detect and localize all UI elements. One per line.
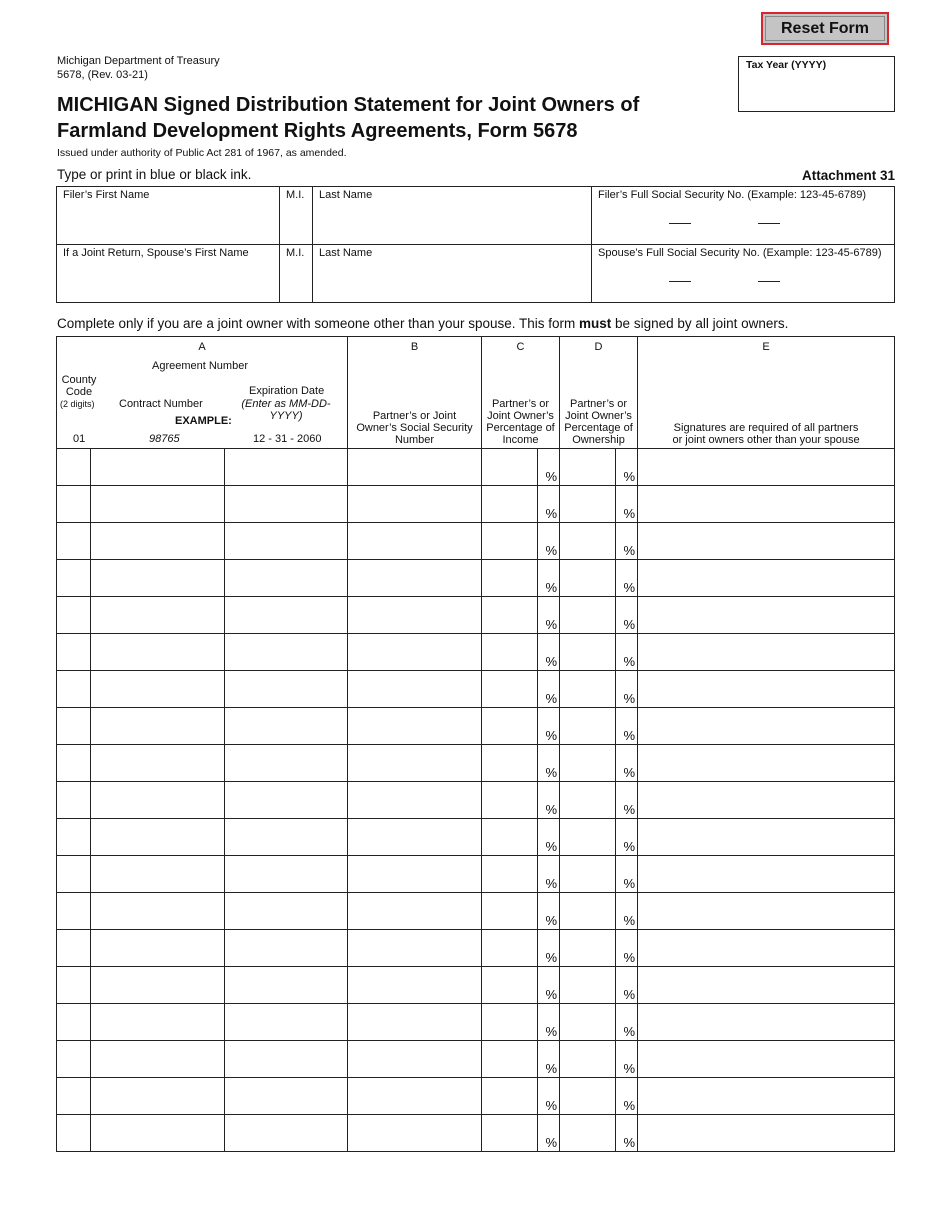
- county-code-input[interactable]: [57, 523, 91, 560]
- contract-number-input[interactable]: [91, 1004, 225, 1041]
- percent-sign-cell: [616, 449, 638, 486]
- percent-sign-cell: [538, 745, 560, 782]
- column-b-letter: B: [410, 341, 419, 353]
- percent-sign-cell: [538, 930, 560, 967]
- ownership-percent-input[interactable]: [560, 856, 616, 893]
- county-code-input[interactable]: [57, 708, 91, 745]
- filer-last-name-label: Last Name: [319, 189, 373, 201]
- percent-sign-cell: [538, 856, 560, 893]
- expiration-date-input[interactable]: [225, 967, 348, 1004]
- percent-sign: %: [545, 765, 558, 780]
- percent-sign: %: [623, 1098, 636, 1113]
- partner-ssn-input[interactable]: [348, 671, 482, 708]
- percent-sign: %: [623, 839, 636, 854]
- ssn-column-label: Partner’s or Joint Owner’s Social Security Number: [356, 410, 473, 446]
- county-code-input[interactable]: [57, 671, 91, 708]
- spouse-last-name-field[interactable]: [313, 245, 592, 303]
- county-code-input[interactable]: [57, 819, 91, 856]
- table-row: [57, 449, 895, 486]
- table-row: [57, 486, 895, 523]
- percent-sign-cell: [616, 597, 638, 634]
- percent-sign-cell: [616, 1004, 638, 1041]
- table-row: [57, 1115, 895, 1152]
- income-percentage-label: Partner’s or Joint Owner’s Percentage of Income: [486, 398, 555, 446]
- contract-number-label: Contract Number: [119, 398, 203, 410]
- percent-sign-cell: [616, 634, 638, 671]
- tax-year-field[interactable]: [738, 56, 895, 112]
- percent-sign-cell: [616, 1078, 638, 1115]
- signature-field[interactable]: [638, 1078, 895, 1115]
- percent-sign-cell: [616, 745, 638, 782]
- signature-field[interactable]: [638, 449, 895, 486]
- title-line-2: Farmland Development Rights Agreements, Form 5678: [57, 120, 578, 142]
- expiration-date-input[interactable]: [225, 893, 348, 930]
- ink-instructions: Type or print in blue or black ink.: [57, 167, 252, 182]
- contract-number-input[interactable]: [91, 745, 225, 782]
- percent-sign-cell: [538, 671, 560, 708]
- percent-sign: %: [623, 1024, 636, 1039]
- ssn-separator: [669, 223, 691, 224]
- form-revision: 5678, (Rev. 03-21): [57, 69, 148, 81]
- county-code-label: County Code: [61, 374, 97, 398]
- spouse-first-name-field[interactable]: [57, 245, 280, 303]
- signature-field[interactable]: [638, 634, 895, 671]
- county-code-input[interactable]: [57, 1115, 91, 1152]
- contract-number-input[interactable]: [91, 856, 225, 893]
- contract-number-input[interactable]: [91, 893, 225, 930]
- reset-form-button[interactable]: Reset Form: [761, 12, 889, 45]
- filer-first-name-label: Filer’s First Name: [63, 189, 150, 201]
- income-percent-input[interactable]: [482, 1078, 538, 1115]
- percent-sign: %: [545, 580, 558, 595]
- income-percent-input[interactable]: [482, 671, 538, 708]
- table-row: [57, 597, 895, 634]
- percent-sign: %: [545, 1098, 558, 1113]
- joint-owner-instructions: [57, 316, 788, 331]
- percent-sign: %: [545, 543, 558, 558]
- income-percent-input[interactable]: [482, 782, 538, 819]
- percent-sign: %: [545, 1135, 558, 1150]
- percent-sign-cell: [538, 893, 560, 930]
- income-percent-input[interactable]: [482, 560, 538, 597]
- county-code-input[interactable]: [57, 856, 91, 893]
- percent-sign-cell: [538, 1004, 560, 1041]
- column-d-header: [560, 337, 638, 449]
- column-a-header: [57, 337, 348, 449]
- example-contract-number: 98765: [149, 433, 180, 445]
- contract-number-input[interactable]: [91, 1041, 225, 1078]
- ownership-percent-input[interactable]: [560, 930, 616, 967]
- percent-sign-cell: [616, 893, 638, 930]
- contract-number-input[interactable]: [91, 449, 225, 486]
- county-code-input[interactable]: [57, 597, 91, 634]
- partner-ssn-input[interactable]: [348, 967, 482, 1004]
- partner-ssn-input[interactable]: [348, 1078, 482, 1115]
- table-row: [57, 560, 895, 597]
- percent-sign: %: [623, 1061, 636, 1076]
- table-row: [57, 930, 895, 967]
- table-row: [57, 819, 895, 856]
- income-percent-input[interactable]: [482, 1115, 538, 1152]
- partner-ssn-input[interactable]: [348, 708, 482, 745]
- ownership-percent-input[interactable]: [560, 523, 616, 560]
- ownership-percent-input[interactable]: [560, 893, 616, 930]
- tax-year-label: Tax Year (YYYY): [746, 59, 827, 71]
- signature-field[interactable]: [638, 1115, 895, 1152]
- table-row: [57, 708, 895, 745]
- ownership-percent-input[interactable]: [560, 1041, 616, 1078]
- ssn-separator: [758, 281, 780, 282]
- percent-sign: %: [623, 580, 636, 595]
- percent-sign: %: [545, 728, 558, 743]
- table-row: [57, 782, 895, 819]
- table-row: [57, 745, 895, 782]
- income-percent-input[interactable]: [482, 449, 538, 486]
- table-row: [57, 1041, 895, 1078]
- contract-number-input[interactable]: [91, 523, 225, 560]
- ownership-percent-input[interactable]: [560, 967, 616, 1004]
- percent-sign: %: [623, 543, 636, 558]
- percent-sign: %: [545, 1061, 558, 1076]
- ownership-percent-input[interactable]: [560, 745, 616, 782]
- ownership-percentage-label: Partner’s or Joint Owner’s Percentage of Ownership: [564, 398, 633, 446]
- percent-sign-cell: [616, 523, 638, 560]
- signature-field[interactable]: [638, 671, 895, 708]
- percent-sign-cell: [616, 671, 638, 708]
- percent-sign: %: [623, 876, 636, 891]
- expiration-date-input[interactable]: [225, 1078, 348, 1115]
- percent-sign-cell: [538, 449, 560, 486]
- signature-field[interactable]: [638, 523, 895, 560]
- ssn-separator: [758, 223, 780, 224]
- county-code-input[interactable]: [57, 1041, 91, 1078]
- percent-sign-cell: [538, 1078, 560, 1115]
- partner-ssn-input[interactable]: [348, 1115, 482, 1152]
- expiration-date-input[interactable]: [225, 449, 348, 486]
- instructions-emphasis: must: [579, 316, 612, 331]
- expiration-date-label: Expiration Date: [249, 385, 325, 397]
- expiration-date-input[interactable]: [225, 745, 348, 782]
- income-percent-input[interactable]: [482, 1041, 538, 1078]
- percent-sign: %: [623, 1135, 636, 1150]
- column-e-letter: E: [762, 341, 770, 353]
- spouse-mi-label: M.I.: [286, 247, 305, 259]
- column-b-header: [348, 337, 482, 449]
- agency-name: Michigan Department of Treasury: [57, 55, 220, 67]
- percent-sign: %: [623, 950, 636, 965]
- ownership-percent-input[interactable]: [560, 1004, 616, 1041]
- table-row: [57, 856, 895, 893]
- contract-number-input[interactable]: [91, 930, 225, 967]
- ownership-percent-input[interactable]: [560, 560, 616, 597]
- signature-field[interactable]: [638, 1041, 895, 1078]
- partner-ssn-input[interactable]: [348, 782, 482, 819]
- partner-ssn-input[interactable]: [348, 486, 482, 523]
- contract-number-input[interactable]: [91, 597, 225, 634]
- signature-field[interactable]: [638, 1004, 895, 1041]
- income-percent-input[interactable]: [482, 967, 538, 1004]
- county-code-input[interactable]: [57, 486, 91, 523]
- percent-sign-cell: [616, 560, 638, 597]
- spouse-mi-field[interactable]: [280, 245, 313, 303]
- signature-field[interactable]: [638, 708, 895, 745]
- percent-sign-cell: [538, 523, 560, 560]
- partner-ssn-input[interactable]: [348, 523, 482, 560]
- table-header-row: [57, 337, 895, 449]
- percent-sign: %: [545, 617, 558, 632]
- expiration-date-input[interactable]: [225, 1004, 348, 1041]
- partner-ssn-input[interactable]: [348, 597, 482, 634]
- ownership-percent-input[interactable]: [560, 597, 616, 634]
- partner-ssn-input[interactable]: [348, 1041, 482, 1078]
- filer-ssn-label: Filer’s Full Social Security No. (Example: 123-45-6789): [598, 189, 866, 201]
- title-line-1: MICHIGAN Signed Distribution Statement for Joint Owners of: [57, 94, 640, 116]
- expiration-date-input[interactable]: [225, 671, 348, 708]
- contract-number-input[interactable]: [91, 819, 225, 856]
- percent-sign-cell: [538, 1041, 560, 1078]
- agreement-number-label: Agreement Number: [152, 360, 248, 372]
- table-row: [57, 893, 895, 930]
- percent-sign: %: [545, 802, 558, 817]
- percent-sign: %: [545, 876, 558, 891]
- percent-sign-cell: [616, 930, 638, 967]
- percent-sign-cell: [616, 708, 638, 745]
- income-percent-input[interactable]: [482, 486, 538, 523]
- income-percent-input[interactable]: [482, 708, 538, 745]
- income-percent-input[interactable]: [482, 1004, 538, 1041]
- county-code-input[interactable]: [57, 1078, 91, 1115]
- table-row: [57, 523, 895, 560]
- spouse-ssn-field[interactable]: [592, 245, 895, 303]
- county-digits-label: (2 digits): [60, 399, 95, 409]
- expiration-date-input[interactable]: [225, 930, 348, 967]
- partner-ssn-input[interactable]: [348, 745, 482, 782]
- percent-sign-cell: [616, 967, 638, 1004]
- ownership-percent-input[interactable]: [560, 671, 616, 708]
- percent-sign: %: [623, 913, 636, 928]
- spouse-first-name-label: If a Joint Return, Spouse’s First Name: [63, 247, 249, 259]
- contract-number-input[interactable]: [91, 1115, 225, 1152]
- example-label: EXAMPLE:: [175, 415, 232, 427]
- partner-ssn-input[interactable]: [348, 560, 482, 597]
- signature-field[interactable]: [638, 597, 895, 634]
- expiration-date-input[interactable]: [225, 1041, 348, 1078]
- expiration-date-input[interactable]: [225, 597, 348, 634]
- example-county-code: 01: [73, 433, 86, 445]
- contract-number-input[interactable]: [91, 486, 225, 523]
- table-row: [57, 1004, 895, 1041]
- signature-field[interactable]: [638, 782, 895, 819]
- income-percent-input[interactable]: [482, 523, 538, 560]
- percent-sign-cell: [538, 967, 560, 1004]
- percent-sign: %: [545, 691, 558, 706]
- ownership-percent-input[interactable]: [560, 782, 616, 819]
- contract-number-input[interactable]: [91, 967, 225, 1004]
- column-c-letter: C: [516, 341, 525, 353]
- page-title: [57, 92, 737, 144]
- percent-sign-cell: [616, 856, 638, 893]
- ownership-percent-input[interactable]: [560, 634, 616, 671]
- instructions-text: Complete only if you are a joint owner with someone other than your spouse. This form: [57, 316, 580, 331]
- expiration-date-input[interactable]: [225, 486, 348, 523]
- county-code-input[interactable]: [57, 930, 91, 967]
- percent-sign-cell: [538, 1115, 560, 1152]
- county-code-input[interactable]: [57, 560, 91, 597]
- percent-sign: %: [623, 765, 636, 780]
- contract-number-input[interactable]: [91, 634, 225, 671]
- filer-last-name-field[interactable]: [313, 187, 592, 245]
- column-e-header: [638, 337, 895, 449]
- signature-field[interactable]: [638, 819, 895, 856]
- percent-sign: %: [623, 728, 636, 743]
- signature-column-label: Signatures are required of all partners or joint owners other than your spouse: [672, 422, 860, 446]
- signature-field[interactable]: [638, 893, 895, 930]
- signature-field[interactable]: [638, 930, 895, 967]
- signature-field[interactable]: [638, 745, 895, 782]
- percent-sign: %: [545, 654, 558, 669]
- county-code-input[interactable]: [57, 449, 91, 486]
- table-row: [57, 671, 895, 708]
- percent-sign-cell: [538, 486, 560, 523]
- percent-sign: %: [545, 913, 558, 928]
- signature-field[interactable]: [638, 560, 895, 597]
- contract-number-input[interactable]: [91, 560, 225, 597]
- percent-sign-cell: [538, 560, 560, 597]
- partner-ssn-input[interactable]: [348, 819, 482, 856]
- partner-ssn-input[interactable]: [348, 1004, 482, 1041]
- spouse-ssn-label: Spouse’s Full Social Security No. (Example: 123-45-6789): [598, 247, 882, 259]
- income-percent-input[interactable]: [482, 819, 538, 856]
- percent-sign: %: [623, 987, 636, 1002]
- percent-sign-cell: [538, 634, 560, 671]
- income-percent-input[interactable]: [482, 634, 538, 671]
- county-code-input[interactable]: [57, 893, 91, 930]
- percent-sign: %: [545, 987, 558, 1002]
- county-code-input[interactable]: [57, 782, 91, 819]
- percent-sign-cell: [538, 782, 560, 819]
- attachment-number: Attachment 31: [801, 168, 895, 183]
- partner-ssn-input[interactable]: [348, 856, 482, 893]
- filer-info-table: [56, 186, 895, 303]
- table-row: [57, 1078, 895, 1115]
- percent-sign: %: [545, 506, 558, 521]
- percent-sign-cell: [538, 708, 560, 745]
- expiration-date-input[interactable]: [225, 856, 348, 893]
- contract-number-input[interactable]: [91, 708, 225, 745]
- spouse-last-name-label: Last Name: [319, 247, 373, 259]
- partner-ssn-input[interactable]: [348, 930, 482, 967]
- percent-sign-cell: [616, 1041, 638, 1078]
- table-row: [57, 634, 895, 671]
- signature-field[interactable]: [638, 967, 895, 1004]
- percent-sign: %: [623, 691, 636, 706]
- expiration-format-label: (Enter as MM-DD-YYYY): [241, 398, 331, 422]
- filer-mi-label: M.I.: [286, 189, 305, 201]
- authority-note: Issued under authority of Public Act 281 of 1967, as amended.: [57, 147, 347, 159]
- partner-ssn-input[interactable]: [348, 893, 482, 930]
- expiration-date-input[interactable]: [225, 1115, 348, 1152]
- percent-sign: %: [545, 1024, 558, 1039]
- column-d-letter: D: [594, 341, 603, 353]
- partner-ssn-input[interactable]: [348, 634, 482, 671]
- example-expiration-date: 12 - 31 - 2060: [253, 433, 322, 445]
- contract-number-input[interactable]: [91, 671, 225, 708]
- ownership-percent-input[interactable]: [560, 449, 616, 486]
- percent-sign: %: [545, 950, 558, 965]
- filer-mi-field[interactable]: [280, 187, 313, 245]
- percent-sign: %: [623, 506, 636, 521]
- contract-number-input[interactable]: [91, 782, 225, 819]
- distribution-table: [56, 336, 895, 1152]
- percent-sign: %: [545, 839, 558, 854]
- signature-field[interactable]: [638, 486, 895, 523]
- percent-sign-cell: [616, 819, 638, 856]
- percent-sign: %: [623, 654, 636, 669]
- income-percent-input[interactable]: [482, 745, 538, 782]
- income-percent-input[interactable]: [482, 856, 538, 893]
- partner-ssn-input[interactable]: [348, 449, 482, 486]
- column-a-letter: A: [198, 341, 206, 353]
- percent-sign-cell: [616, 1115, 638, 1152]
- signature-field[interactable]: [638, 856, 895, 893]
- income-percent-input[interactable]: [482, 893, 538, 930]
- expiration-date-input[interactable]: [225, 782, 348, 819]
- filer-first-name-field[interactable]: [57, 187, 280, 245]
- expiration-date-input[interactable]: [225, 560, 348, 597]
- table-row: [57, 967, 895, 1004]
- expiration-date-input[interactable]: [225, 523, 348, 560]
- income-percent-input[interactable]: [482, 930, 538, 967]
- ownership-percent-input[interactable]: [560, 1078, 616, 1115]
- expiration-date-input[interactable]: [225, 819, 348, 856]
- percent-sign: %: [623, 469, 636, 484]
- percent-sign: %: [545, 469, 558, 484]
- county-code-input[interactable]: [57, 1004, 91, 1041]
- instructions-text-end: be signed by all joint owners.: [611, 316, 789, 331]
- ssn-separator: [669, 281, 691, 282]
- county-code-input[interactable]: [57, 745, 91, 782]
- county-code-input[interactable]: [57, 634, 91, 671]
- ownership-percent-input[interactable]: [560, 708, 616, 745]
- expiration-date-input[interactable]: [225, 634, 348, 671]
- percent-sign: %: [623, 617, 636, 632]
- ownership-percent-input[interactable]: [560, 486, 616, 523]
- income-percent-input[interactable]: [482, 597, 538, 634]
- column-c-header: [482, 337, 560, 449]
- percent-sign: %: [623, 802, 636, 817]
- percent-sign-cell: [616, 782, 638, 819]
- percent-sign-cell: [538, 597, 560, 634]
- percent-sign-cell: [616, 486, 638, 523]
- ownership-percent-input[interactable]: [560, 819, 616, 856]
- contract-number-input[interactable]: [91, 1078, 225, 1115]
- filer-ssn-field[interactable]: [592, 187, 895, 245]
- county-code-input[interactable]: [57, 967, 91, 1004]
- ownership-percent-input[interactable]: [560, 1115, 616, 1152]
- expiration-date-input[interactable]: [225, 708, 348, 745]
- percent-sign-cell: [538, 819, 560, 856]
